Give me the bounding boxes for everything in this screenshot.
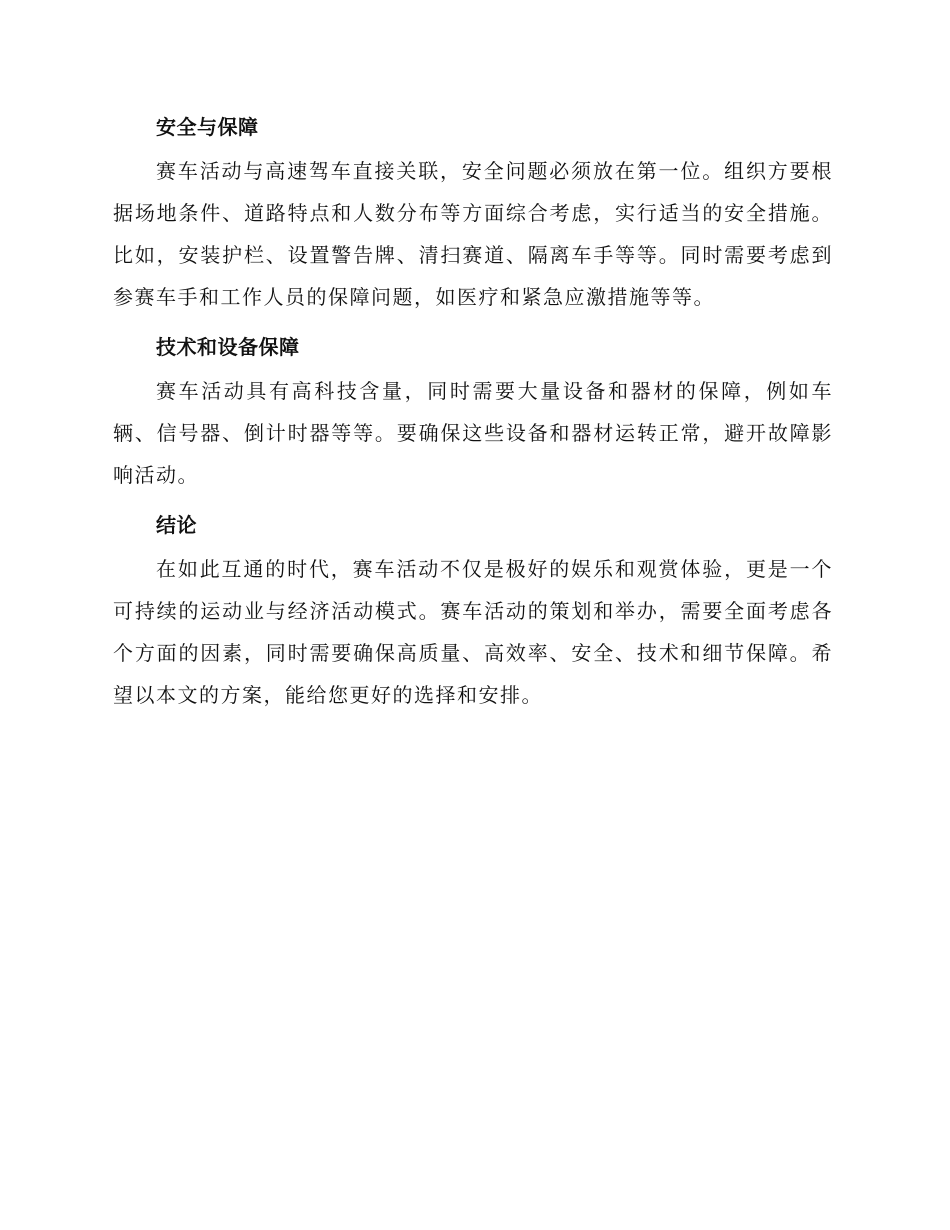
section-conclusion (113, 506, 833, 716)
section-heading: 技术和设备保障 (156, 335, 300, 359)
section-safety (113, 108, 833, 318)
section-heading: 结论 (156, 513, 197, 537)
section-paragraph: 在如此互通的时代，赛车活动不仅是极好的娱乐和观赏体验，更是一个可持续的运动业与经济活动模式。赛车活动的策划和举办，需要全面考虑各个方面的因素，同时需要确保高质量、高效率、安全、技术和细节保障。希望以本文的方案，能给您更好的选择和安排。 (113, 557, 833, 707)
section-heading: 安全与保障 (156, 115, 259, 139)
section-tech-equipment (113, 328, 833, 496)
section-paragraph: 赛车活动与高速驾车直接关联，安全问题必须放在第一位。组织方要根据场地条件、道路特点和人数分布等方面综合考虑，实行适当的安全措施。比如，安装护栏、设置警告牌、清扫赛道、隔离车手等等。同时需要考虑到参赛车手和工作人员的保障问题，如医疗和紧急应激措施等等。 (113, 159, 833, 309)
section-paragraph: 赛车活动具有高科技含量，同时需要大量设备和器材的保障，例如车辆、信号器、倒计时器等等。要确保这些设备和器材运转正常，避开故障影响活动。 (113, 379, 833, 487)
document-page (113, 108, 833, 726)
